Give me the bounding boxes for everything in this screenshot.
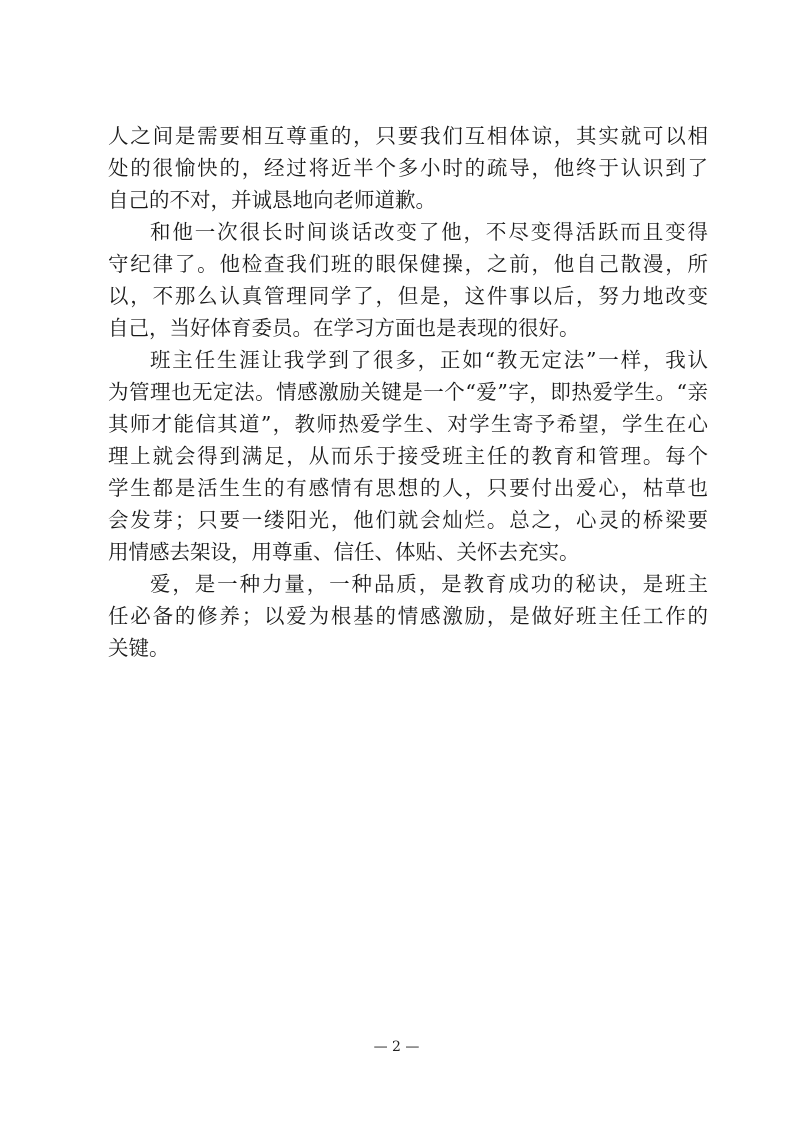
text-line: 和他一次很长时间谈话改变了他，不尽变得活跃而且变得 — [150, 220, 708, 244]
text-line: 会发芽；只要一缕阳光，他们就会灿烂。总之，心灵的桥梁要 — [108, 508, 708, 532]
paragraph — [108, 568, 708, 664]
text-line: 自己的不对，并诚恳地向老师道歉。 — [108, 188, 436, 212]
text-line: 学生都是活生生的有感情有思想的人，只要付出爱心，枯草也 — [108, 476, 708, 500]
page-number: — 2 — — [373, 1039, 420, 1055]
text-line: 任必备的修养；以爱为根基的情感激励，是做好班主任工作的 — [108, 604, 708, 628]
text-line: 爱，是一种力量，一种品质，是教育成功的秘诀，是班主 — [150, 572, 708, 596]
text-line: 为管理也无定法。情感激励关键是一个“爱”字，即热爱学生。“亲 — [108, 380, 708, 404]
text-line: 班主任生涯让我学到了很多，正如“教无定法”一样，我认 — [150, 348, 708, 372]
body-text — [108, 120, 708, 664]
paragraph — [108, 344, 708, 568]
text-line: 关键。 — [108, 636, 170, 660]
paragraph — [108, 120, 708, 216]
text-line: 以，不那么认真管理同学了，但是，这件事以后，努力地改变 — [108, 284, 708, 308]
text-line: 用情感去架设，用尊重、信任、体贴、关怀去充实。 — [108, 540, 580, 564]
text-line: 其师才能信其道”，教师热爱学生、对学生寄予希望，学生在心 — [108, 412, 708, 436]
text-line: 守纪律了。他检查我们班的眼保健操，之前，他自己散漫，所 — [108, 252, 708, 276]
text-line: 处的很愉快的，经过将近半个多小时的疏导，他终于认识到了 — [108, 156, 708, 180]
text-line: 人之间是需要相互尊重的，只要我们互相体谅，其实就可以相 — [108, 124, 708, 148]
text-line: 自己，当好体育委员。在学习方面也是表现的很好。 — [108, 316, 580, 340]
text-line: 理上就会得到满足，从而乐于接受班主任的教育和管理。每个 — [108, 444, 708, 468]
paragraph — [108, 216, 708, 344]
